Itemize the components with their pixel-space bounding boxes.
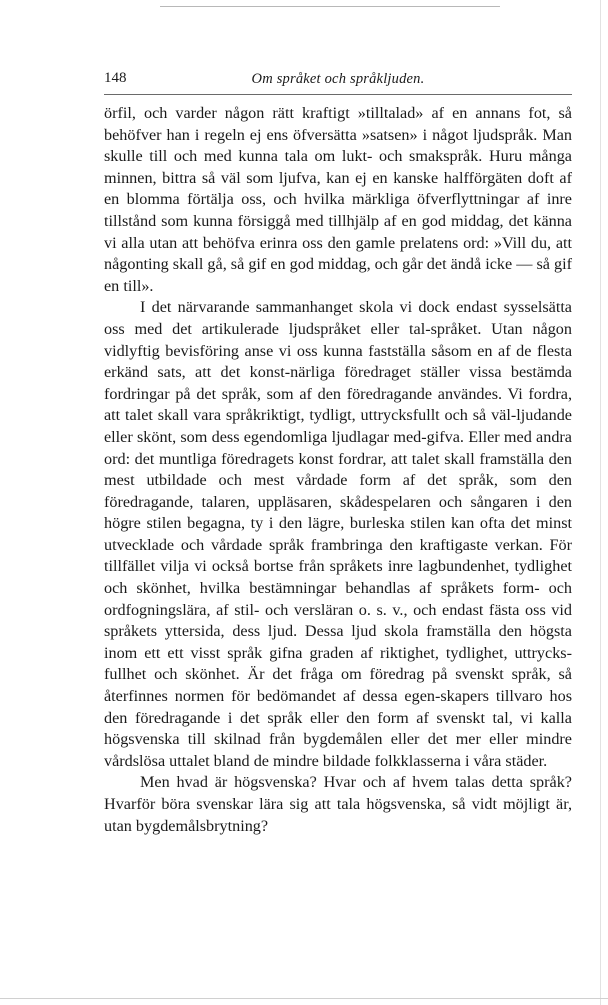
paragraph: I det närvarande sammanhanget skola vi dock endast sysselsätta oss med det artikulerade ljudspråket eller tal-språket. Utan någon vidlyftig bevisföring anse vi oss kunna fastställa såsom en af de flesta erkänd sats, att det konst-närliga föredraget ställer vissa bestämda fordringar på det språk, som af den föredragande användes. Vi fordra, att talet skall vara språkriktigt, tydligt, uttrycksfullt och så väl-ljudande eller skönt, som dess egendomliga ljudlagar med-gifva. Eller med andra ord: det muntliga föredragets konst fordrar, att talet skall framställa den mest utbildade och mest vårdade form af det språk, som den föredragande, talaren, uppläsaren, skådespelaren och sångaren i den högre stilen begagna, ty i den lägre, burleska stilen kan ofta det minst utvecklade och vårdade språk frambringa den kraftigaste verkan. För tillfället vilja vi också bortse från språkets inre lagbundenhet, tydlighet och skönhet, hvilka bestämningar behandlas af språkets form- och ordfogningslära, af stil- och versläran o. s. v., och endast fästa oss vid språkets yttersida, dess ljud. Dessa ljud skola framställa den högsta inom ett ett visst språk gifna graden af riktighet, tydlighet, uttrycks-fullhet och skönhet. Är det fråga om föredrag på svenskt språk, så återfinnes normen för bedömandet af dessa egen-skapers tillvaro hos den föredragande i det språk eller den form af svenskt tal, vi kalla högsvenska till skilnad från bygdemålen eller det mer eller mindre vårdslösa uttalet bland de mindre bildade folkklasserna i våra städer. (104, 298, 572, 770)
running-head: Om språket och språkljuden. (251, 71, 425, 87)
body-text (104, 103, 572, 837)
paragraph-continued: örfil, och varder någon rätt kraftigt »tilltalad» af en annans fot, så behöfver han i regeln ej ens öfversätta »satsen» i något ljudspråk. Man skulle till och med kunna tala om lukt- och smakspråk. Huru många minnen, bittra så väl som ljufva, kan ej en kanske halfförgäten doft af en blomma förtälja oss, och hvilka märkliga öfverflyttningar af inre tillstånd som kunna försiggå med tillhjälp af en god middag, det känna vi alla utan att behöfva erinra oss den gamle prelatens ord: »Vill du, att någonting skall gå, så gif en god middag, och går det ändå icke — så gif en till». (104, 104, 572, 295)
page-header (104, 68, 572, 92)
header-rule (104, 94, 572, 95)
scan-edge-bottom (0, 998, 608, 999)
paragraph: Men hvad är högsvenska? Hvar och af hvem talas detta språk? Hvarför böra svenskar lära sig att tala högsvenska, så vidt möjligt är, utan bygdemålsbrytning? (104, 773, 572, 835)
page-number: 148 (104, 70, 127, 86)
scan-edge-right (600, 0, 601, 1005)
scan-edge-top (160, 6, 500, 7)
